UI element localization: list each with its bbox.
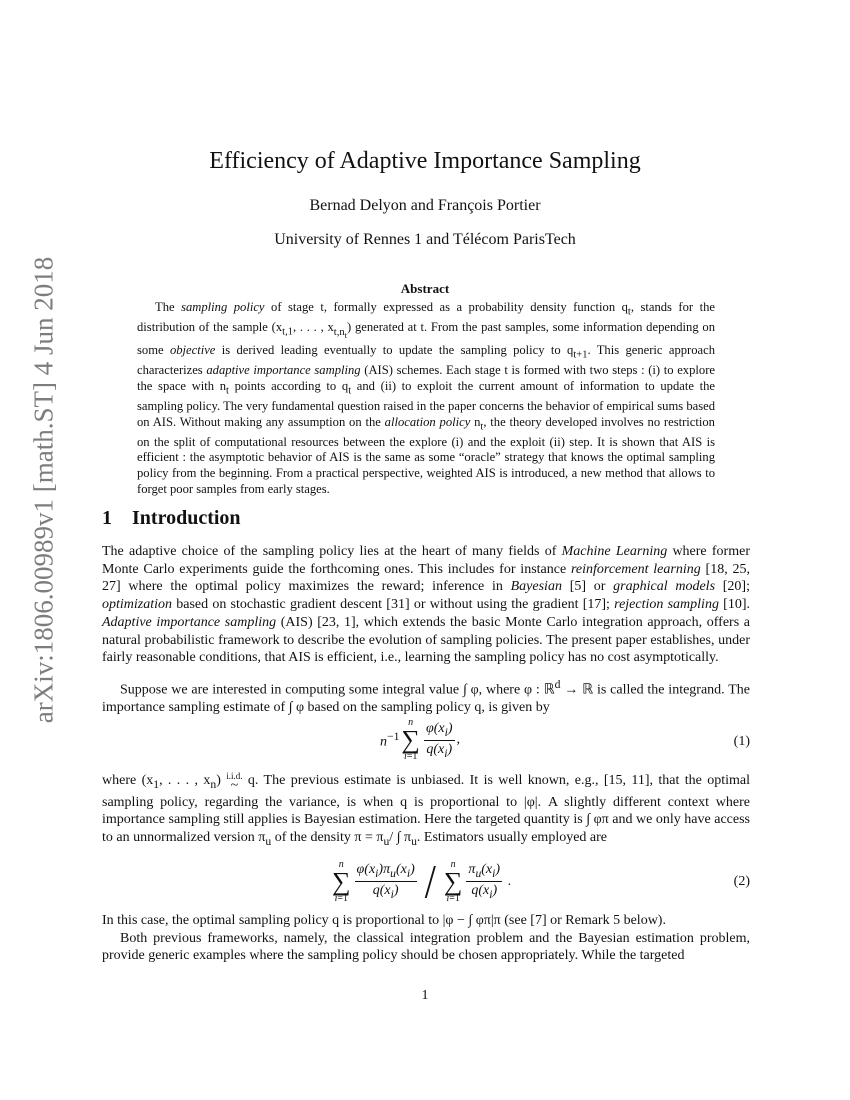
equation-1-number: (1) (733, 734, 750, 749)
abstract-body: The sampling policy of stage t, formally expressed as a probability density function $q_t$, stands for the distribution of the sample ($x_{t,1}$, . . . , $x_{t,n_t}$) generated at t. From the past samples, some information depending on some objective is derived leading eventually to update the sampling policy to $q_{t+1}$. This generic approach characterizes adaptive importance sampling (AIS) schemes. Each stage t is formed with two steps : (i) to explore the space with $n_t$ points according to $q_t$ and (ii) to exploit the current amount of information to update the sampling policy. The very fundamental question raised in the paper concerns the behavior of empirical sums based on AIS. Without making any assumption on the allocation policy $n_t$, the theory developed involves no restriction on the split of computational resources between the explore (i) and the exploit (ii) step. It is shown that AIS is efficient : the asymptotic behavior of AIS is the same as some “oracle” strategy that knows the optimal sampling policy from the beginning. From a practical perspective, weighted AIS is introduced, a new method that allows to forget poor samples from early stages. (137, 300, 715, 496)
section-title: Introduction (132, 507, 241, 529)
abstract-heading: Abstract (400, 281, 450, 296)
paper-title: Efficiency of Adaptive Importance Sampling (209, 148, 641, 174)
intro-paragraph-1: The adaptive choice of the sampling policy lies at the heart of many fields of Machine Learning where former Monte Carlo experiments guide the forthcoming ones. This includes for instance reinforcement learning [18, 25, 27] where the optimal policy maximizes the reward; inference in Bayesian [5] or graphical models [20]; optimization based on stochastic gradient descent [31] or without using the gradient [17]; rejection sampling [10]. Adaptive importance sampling (AIS) [23, 1], which extends the basic Monte Carlo integration approach, offers a natural probabilistic framework to describe the evolution of sampling policies. The present paper establishes, under fairly reasonable conditions, that AIS is efficient, i.e., learning the sampling policy has no cost asymptotically. (102, 544, 751, 666)
paper-authors: Bernad Delyon and François Portier (309, 197, 541, 214)
page-number: 1 (421, 988, 429, 1003)
section-number: 1 (102, 507, 112, 529)
arxiv-sidebar-stamp (24, 256, 64, 724)
equation-2-body: n ∑ i=1 $\frac{\varphi(x_i)\pi_u(x_i)}{q(x_i)}$ / n ∑ i=1 $\frac{\pi_u(x_i)}{q(x_i)}$ . (332, 854, 512, 909)
intro-paragraph-3: where ($x_1$, . . . , $x_n$) i.i.d. ~ q. The previous estimate is unbiased. It is well known, e.g., [15, 11], that the optimal sampling policy, regarding the variance, is when q is proportional to |φ|. A slightly different context where importance sampling still applies is Bayesian estimation. Here the targeted quantity is ∫ φπ and we only have access to an unnormalized version $\pi_u$ of the density $\pi = \pi_u/$ ∫ $\pi_u$. Estimators usually employed are (102, 771, 750, 848)
arxiv-id-text: arXiv:1806.00989v1 [math.ST] 4 Jun 2018 (28, 256, 59, 724)
equation-1-body: $n^{-1}$ n ∑ i=1 $\frac{\varphi(x_i)}{q(x_i)}$ , (380, 717, 460, 762)
equation-2 (102, 854, 750, 909)
section-heading-introduction (102, 507, 241, 530)
equation-1 (102, 718, 750, 768)
summation-symbol: n ∑ i=1 (401, 717, 420, 762)
intro-paragraph-4: In this case, the optimal sampling policy q is proportional to |φ − ∫ φπ|π (see [7] or Remark 5 below). Both previous frameworks, namely, the classical integration problem and the Bayesian estimation problem, provide generic examples where the sampling policy should be chosen appropriately. While the targeted (102, 913, 750, 964)
intro-paragraph-2: Suppose we are interested in computing some integral value ∫ φ, where φ : ℝ$^d$ → ℝ is called the integrand. The importance sampling estimate of ∫ φ based on the sampling policy q, is given by (102, 678, 750, 716)
equation-2-number: (2) (733, 874, 750, 889)
paper-affiliation: University of Rennes 1 and Télécom ParisTech (274, 231, 576, 248)
